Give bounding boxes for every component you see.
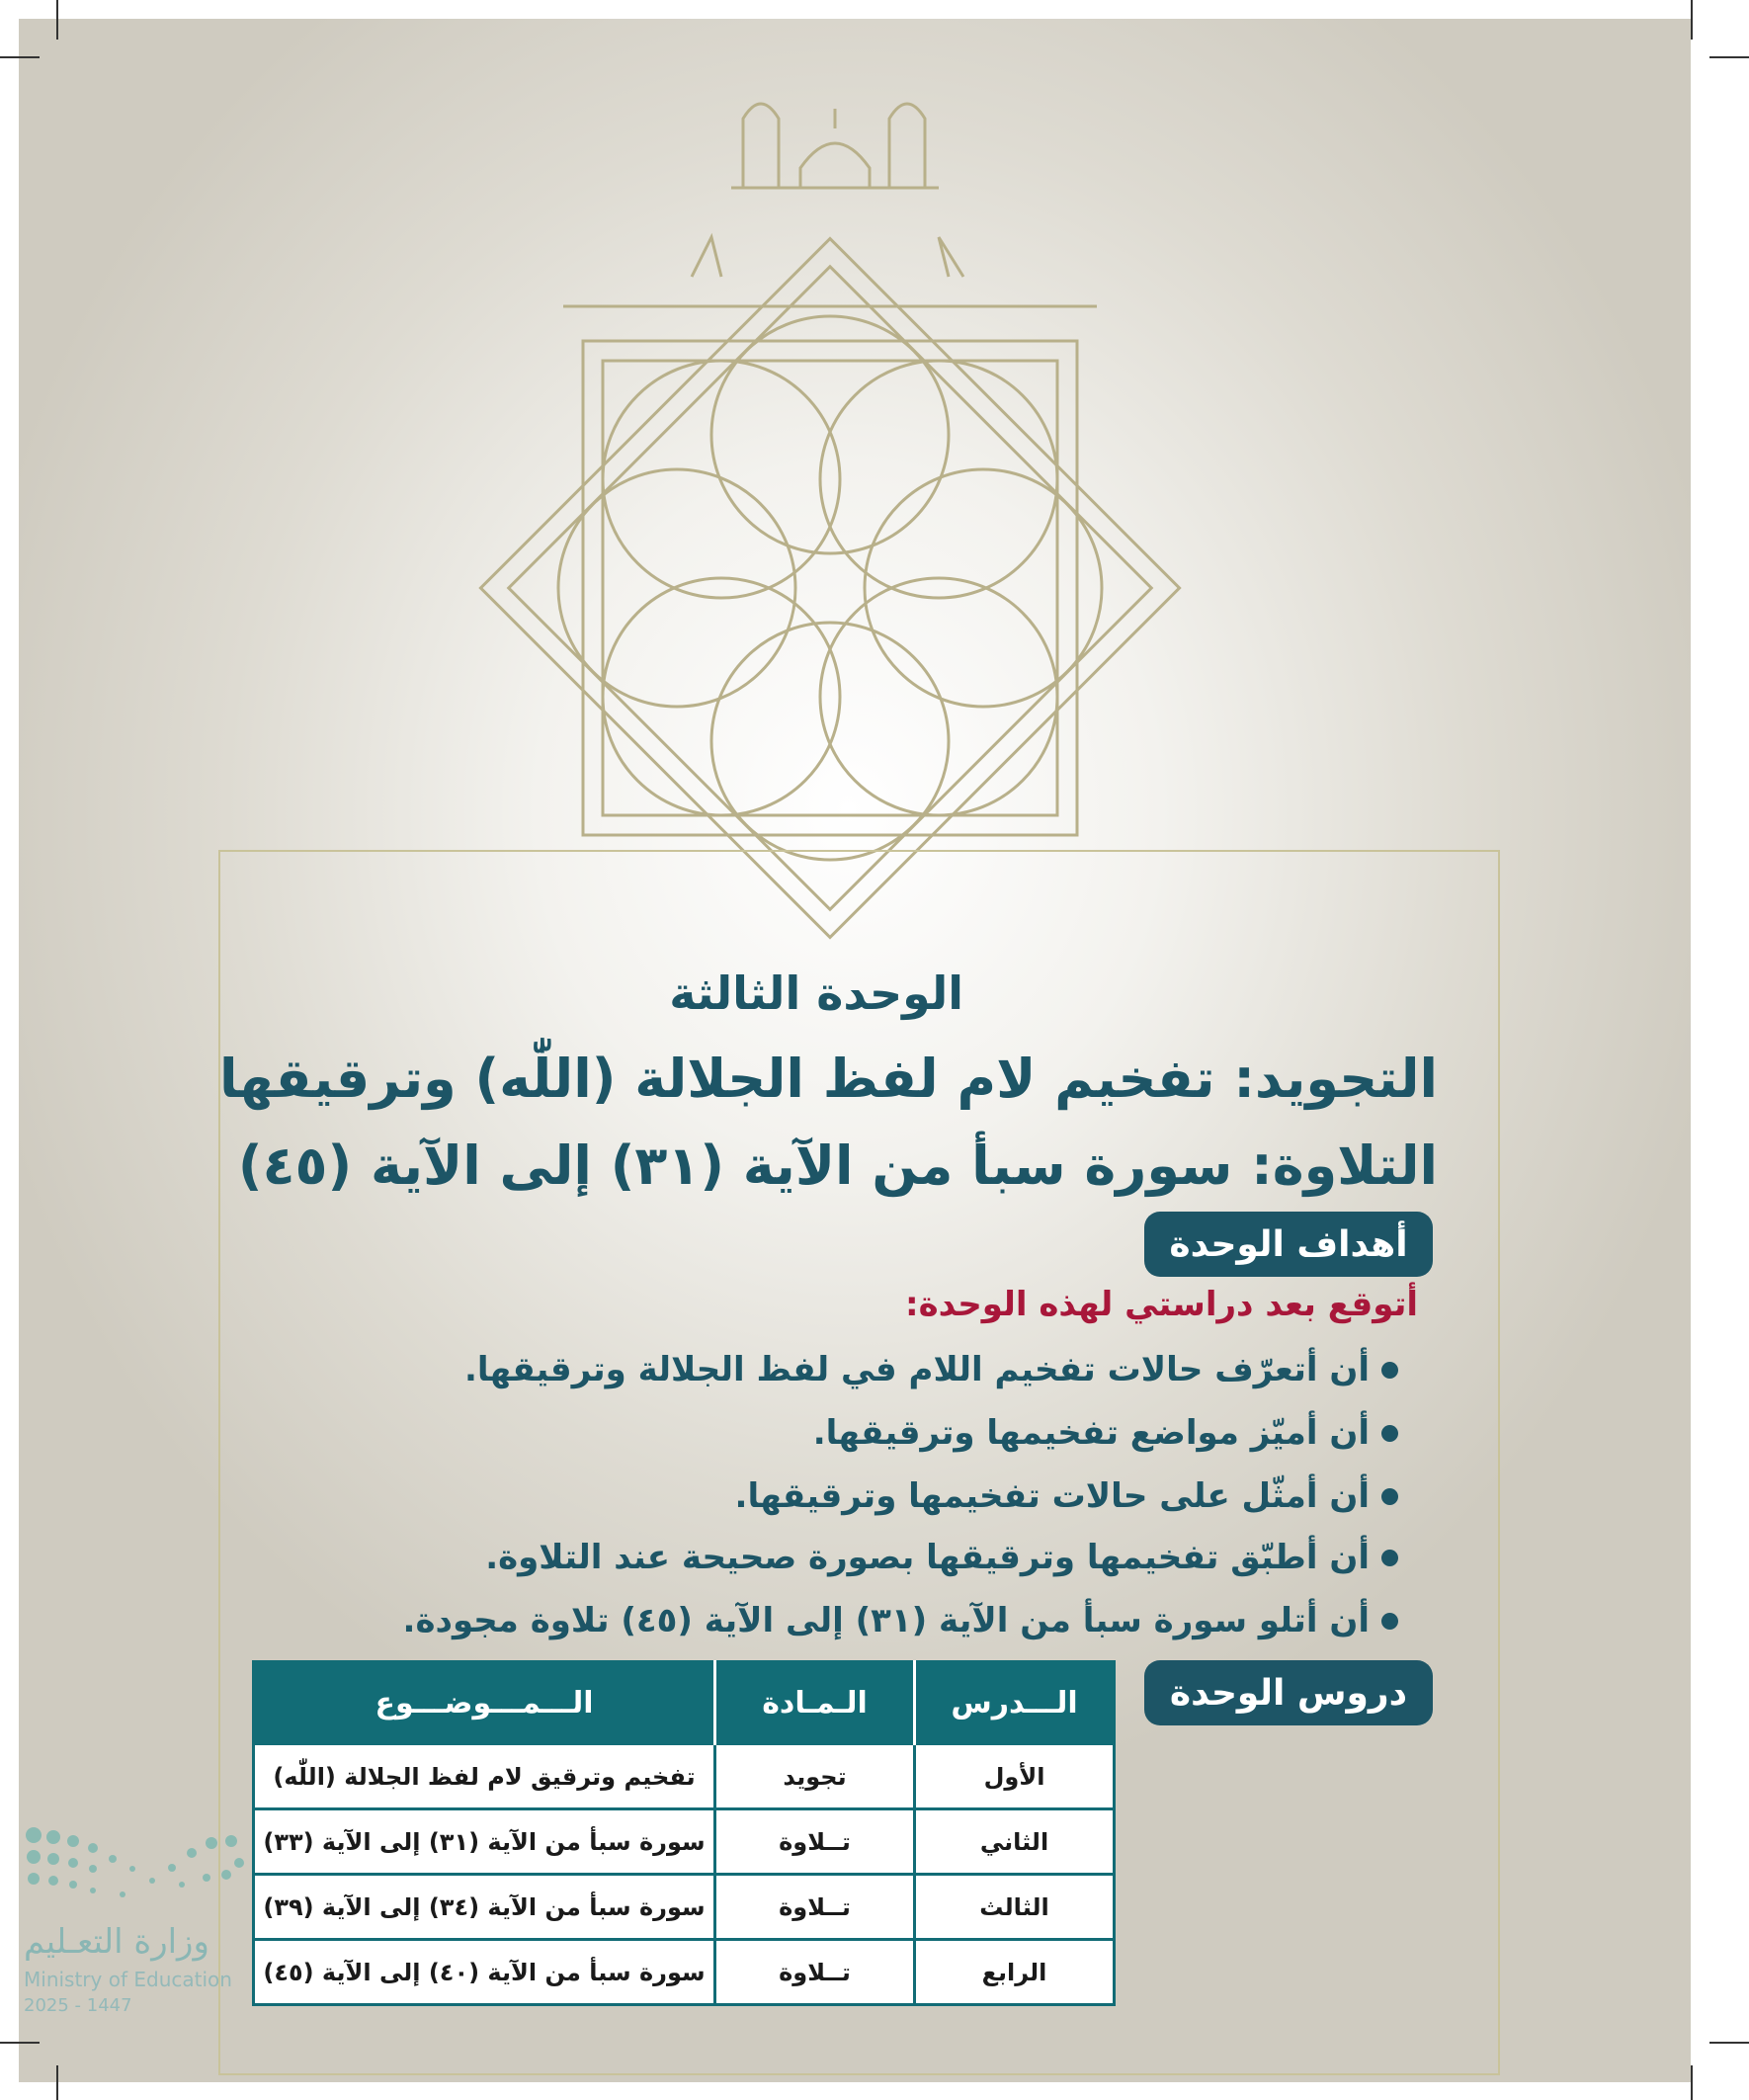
subject-cell: تــلاوة: [715, 1809, 915, 1875]
mosque-icon: [731, 104, 939, 188]
header-topic: الـــمـــوضـــوع: [254, 1662, 715, 1744]
lesson-cell: الأول: [915, 1744, 1115, 1809]
ministry-logo: [24, 1823, 246, 2021]
bullet-icon: [1381, 1550, 1398, 1566]
bullet-icon: [1381, 1425, 1398, 1442]
objective-item: أن أطبّق تفخيمها وترقيقها بصورة صحيحة عند التلاوة.: [485, 1538, 1398, 1578]
topic-cell: سورة سبأ من الآية (٤٠) إلى الآية (٤٥): [254, 1940, 715, 2005]
lesson-cell: الثالث: [915, 1875, 1115, 1940]
lessons-table: [252, 1660, 1116, 2006]
table-header-row: [254, 1662, 1115, 1744]
objective-item: أن أمثّل على حالات تفخيمها وترقيقها.: [735, 1476, 1398, 1517]
objective-item: أن أميّز مواضع تفخيمها وترقيقها.: [813, 1413, 1398, 1454]
lesson-cell: الثاني: [915, 1809, 1115, 1875]
subject-cell: تــلاوة: [715, 1940, 915, 2005]
bullet-icon: [1381, 1488, 1398, 1505]
topic-cell: سورة سبأ من الآية (٣٤) إلى الآية (٣٩): [254, 1875, 715, 1940]
logo-year: 2025 - 1447: [24, 1995, 132, 2016]
topic-cell: سورة سبأ من الآية (٣١) إلى الآية (٣٣): [254, 1809, 715, 1875]
objectives-intro: أتوقع بعد دراستي لهذه الوحدة:: [904, 1285, 1418, 1324]
topic-cell: تفخيم وترقيق لام لفظ الجلالة (اللّٰه): [254, 1744, 715, 1809]
header-subject: الـمـادة: [715, 1662, 915, 1744]
objectives-badge: أهداف الوحدة: [1144, 1212, 1433, 1277]
tajweed-heading: التجويد: تفخيم لام لفظ الجلالة (اللّٰه) وترقيقها: [219, 1048, 1438, 1110]
subject-cell: تــلاوة: [715, 1875, 915, 1940]
objective-item: أن أتلو سورة سبأ من الآية (٣١) إلى الآية (٤٥) تلاوة مجودة.: [403, 1601, 1398, 1641]
table-row: [254, 1875, 1115, 1940]
unit-title: الوحدة الثالثة: [669, 966, 963, 1020]
subject-cell: تجويد: [715, 1744, 915, 1809]
logo-arabic-text: وزارة التعـليم: [24, 1922, 209, 1962]
header-lesson: الـــدرس: [915, 1662, 1115, 1744]
logo-dots-icon: [24, 1823, 246, 1922]
bullet-icon: [1381, 1613, 1398, 1630]
lessons-badge: دروس الوحدة: [1144, 1660, 1433, 1725]
bullet-icon: [1381, 1362, 1398, 1379]
logo-english-text: Ministry of Education: [24, 1968, 232, 1991]
table-row: [254, 1940, 1115, 2005]
lesson-cell: الرابع: [915, 1940, 1115, 2005]
table-row: [254, 1809, 1115, 1875]
tilawa-heading: التلاوة: سورة سبأ من الآية (٣١) إلى الآية (٤٥): [237, 1134, 1438, 1197]
objective-item: أن أتعرّف حالات تفخيم اللام في لفظ الجلالة وترقيقها.: [464, 1350, 1398, 1390]
table-row: [254, 1744, 1115, 1809]
